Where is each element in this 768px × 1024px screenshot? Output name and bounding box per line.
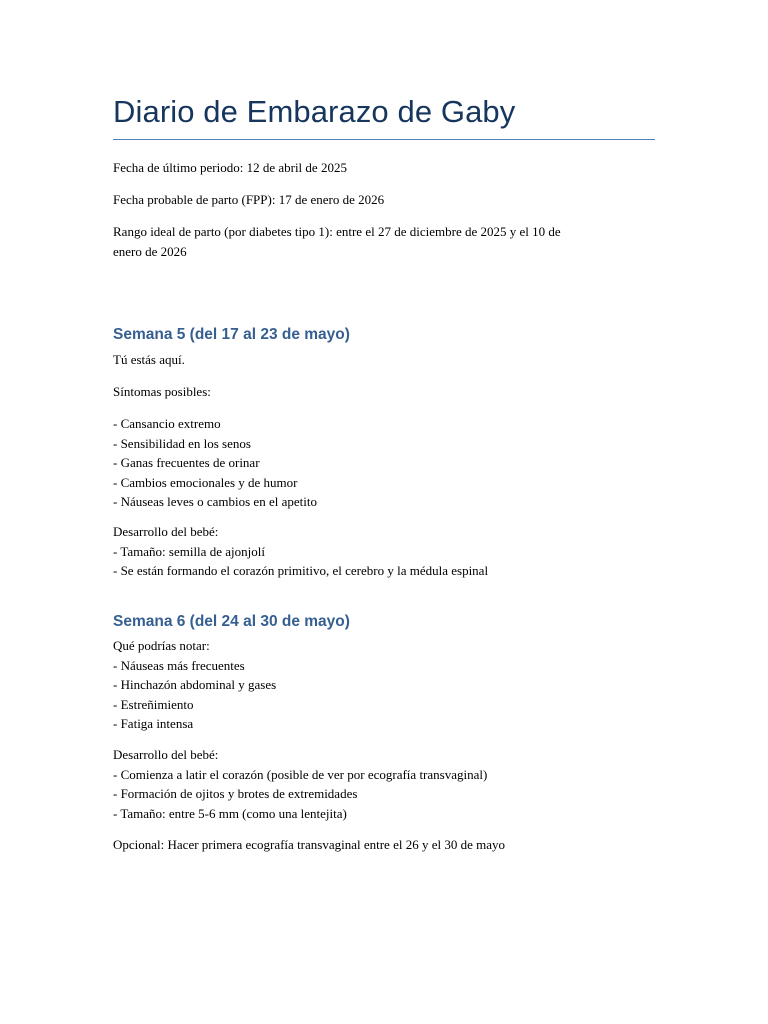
due-date-text: Fecha probable de parto (FPP): 17 de enero de 2026	[113, 192, 385, 207]
list-item: - Hinchazón abdominal y gases	[113, 677, 277, 692]
list-item: - Sensibilidad en los senos	[113, 435, 251, 451]
list-item: - Tamaño: entre 5-6 mm (como una lentejita)	[113, 805, 347, 821]
list-item: - Fatiga intensa	[113, 716, 194, 731]
list-item: - Estreñimiento	[113, 696, 194, 712]
week6-baby-section	[113, 745, 655, 823]
list-item: - Náuseas más frecuentes	[113, 657, 245, 673]
week5-symptoms-list	[113, 414, 655, 512]
delivery-range-line: enero de 2026	[113, 243, 187, 259]
week5-here-text: Tú estás aquí.	[113, 352, 185, 367]
week5-heading: Semana 5 (del 17 al 23 de mayo)	[113, 326, 350, 343]
title-underline	[113, 139, 655, 140]
list-item: - Se están formando el corazón primitivo, el cerebro y la médula espinal	[113, 563, 489, 578]
list-item: - Comienza a latir el corazón (posible de ver por ecografía transvaginal)	[113, 766, 488, 782]
list-item: - Formación de ojitos y brotes de extremidades	[113, 786, 358, 801]
delivery-range-line: Rango ideal de parto (por diabetes tipo 1): entre el 27 de diciembre de 2025 y el 10 de	[113, 224, 561, 239]
week6-optional-text: Opcional: Hacer primera ecografía transvaginal entre el 26 y el 30 de mayo	[113, 837, 505, 852]
list-item: - Cambios emocionales y de humor	[113, 474, 298, 490]
list-item: - Tamaño: semilla de ajonjolí	[113, 543, 265, 559]
week6-heading: Semana 6 (del 24 al 30 de mayo)	[113, 613, 350, 630]
week6-notice-section	[113, 636, 655, 734]
list-item: - Ganas frecuentes de orinar	[113, 455, 260, 470]
week5-symptoms-label: Síntomas posibles:	[113, 384, 211, 399]
week5-baby-section	[113, 522, 655, 581]
list-item: - Náuseas leves o cambios en el apetito	[113, 494, 317, 509]
week5-baby-label: Desarrollo del bebé:	[113, 524, 219, 539]
list-item: - Cansancio extremo	[113, 416, 221, 431]
last-period-text: Fecha de último periodo: 12 de abril de 2025	[113, 160, 347, 175]
delivery-range-paragraph	[113, 222, 655, 261]
week6-notice-label: Qué podrías notar:	[113, 638, 210, 653]
week6-baby-label: Desarrollo del bebé:	[113, 747, 219, 762]
document-title: Diario de Embarazo de Gaby	[113, 94, 516, 129]
